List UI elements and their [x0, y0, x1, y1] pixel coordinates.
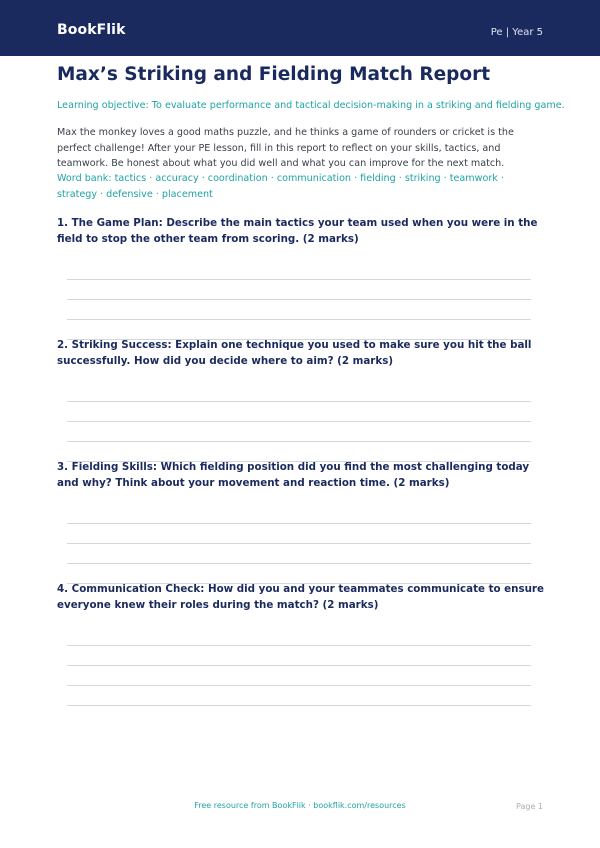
intro-paragraph: Max the monkey loves a good maths puzzle, and he thinks a game of rounders or cricket is the perfect challenge! After your PE lesson, fill in this report to reflect on your skills, tactics, and teamwork. Be honest about what you did well and what you can improve for the next match. [57, 127, 514, 170]
brand-logo: BookFlik [57, 22, 126, 38]
answer-line-2-2[interactable] [67, 421, 531, 422]
question-1: 1. The Game Plan: Describe the main tactics your team used when you were in the field to stop the other team from scoring. (2 marks) [57, 217, 538, 245]
page-header [0, 0, 600, 56]
answer-line-3-3[interactable] [67, 563, 531, 564]
answer-line-1-1[interactable] [67, 279, 531, 280]
answer-line-4-3[interactable] [67, 685, 531, 686]
answer-line-4-4[interactable] [67, 705, 531, 706]
answer-line-2-1[interactable] [67, 401, 531, 402]
question-3: 3. Fielding Skills: Which fielding position did you find the most challenging today and why? Think about your movement and reaction time. (2 marks) [57, 461, 530, 489]
page-title: Max’s Striking and Fielding Match Report [57, 64, 491, 85]
word-bank: Word bank: tactics · accuracy · coordination · communication · fielding · striking · teamwork · strategy · defensive · placement [57, 173, 504, 200]
footer-link[interactable]: Free resource from BookFlik · bookflik.com/resources [194, 801, 406, 810]
answer-line-4-2[interactable] [67, 665, 531, 666]
answer-line-4-1[interactable] [67, 645, 531, 646]
answer-line-2-3[interactable] [67, 441, 531, 442]
subject-year-label: Pe | Year 5 [490, 27, 543, 38]
answer-line-3-2[interactable] [67, 543, 531, 544]
page-number: Page 1 [516, 802, 543, 811]
answer-line-1-2[interactable] [67, 299, 531, 300]
answer-line-1-3[interactable] [67, 319, 531, 320]
question-2: 2. Striking Success: Explain one technique you used to make sure you hit the ball successfully. How did you decide where to aim? (2 marks) [57, 339, 532, 367]
answer-line-3-1[interactable] [67, 523, 531, 524]
question-4: 4. Communication Check: How did you and your teammates communicate to ensure everyone knew their roles during the match? (2 marks) [57, 583, 544, 611]
learning-objective: Learning objective: To evaluate performance and tactical decision-making in a striking and fielding game. [57, 100, 565, 111]
